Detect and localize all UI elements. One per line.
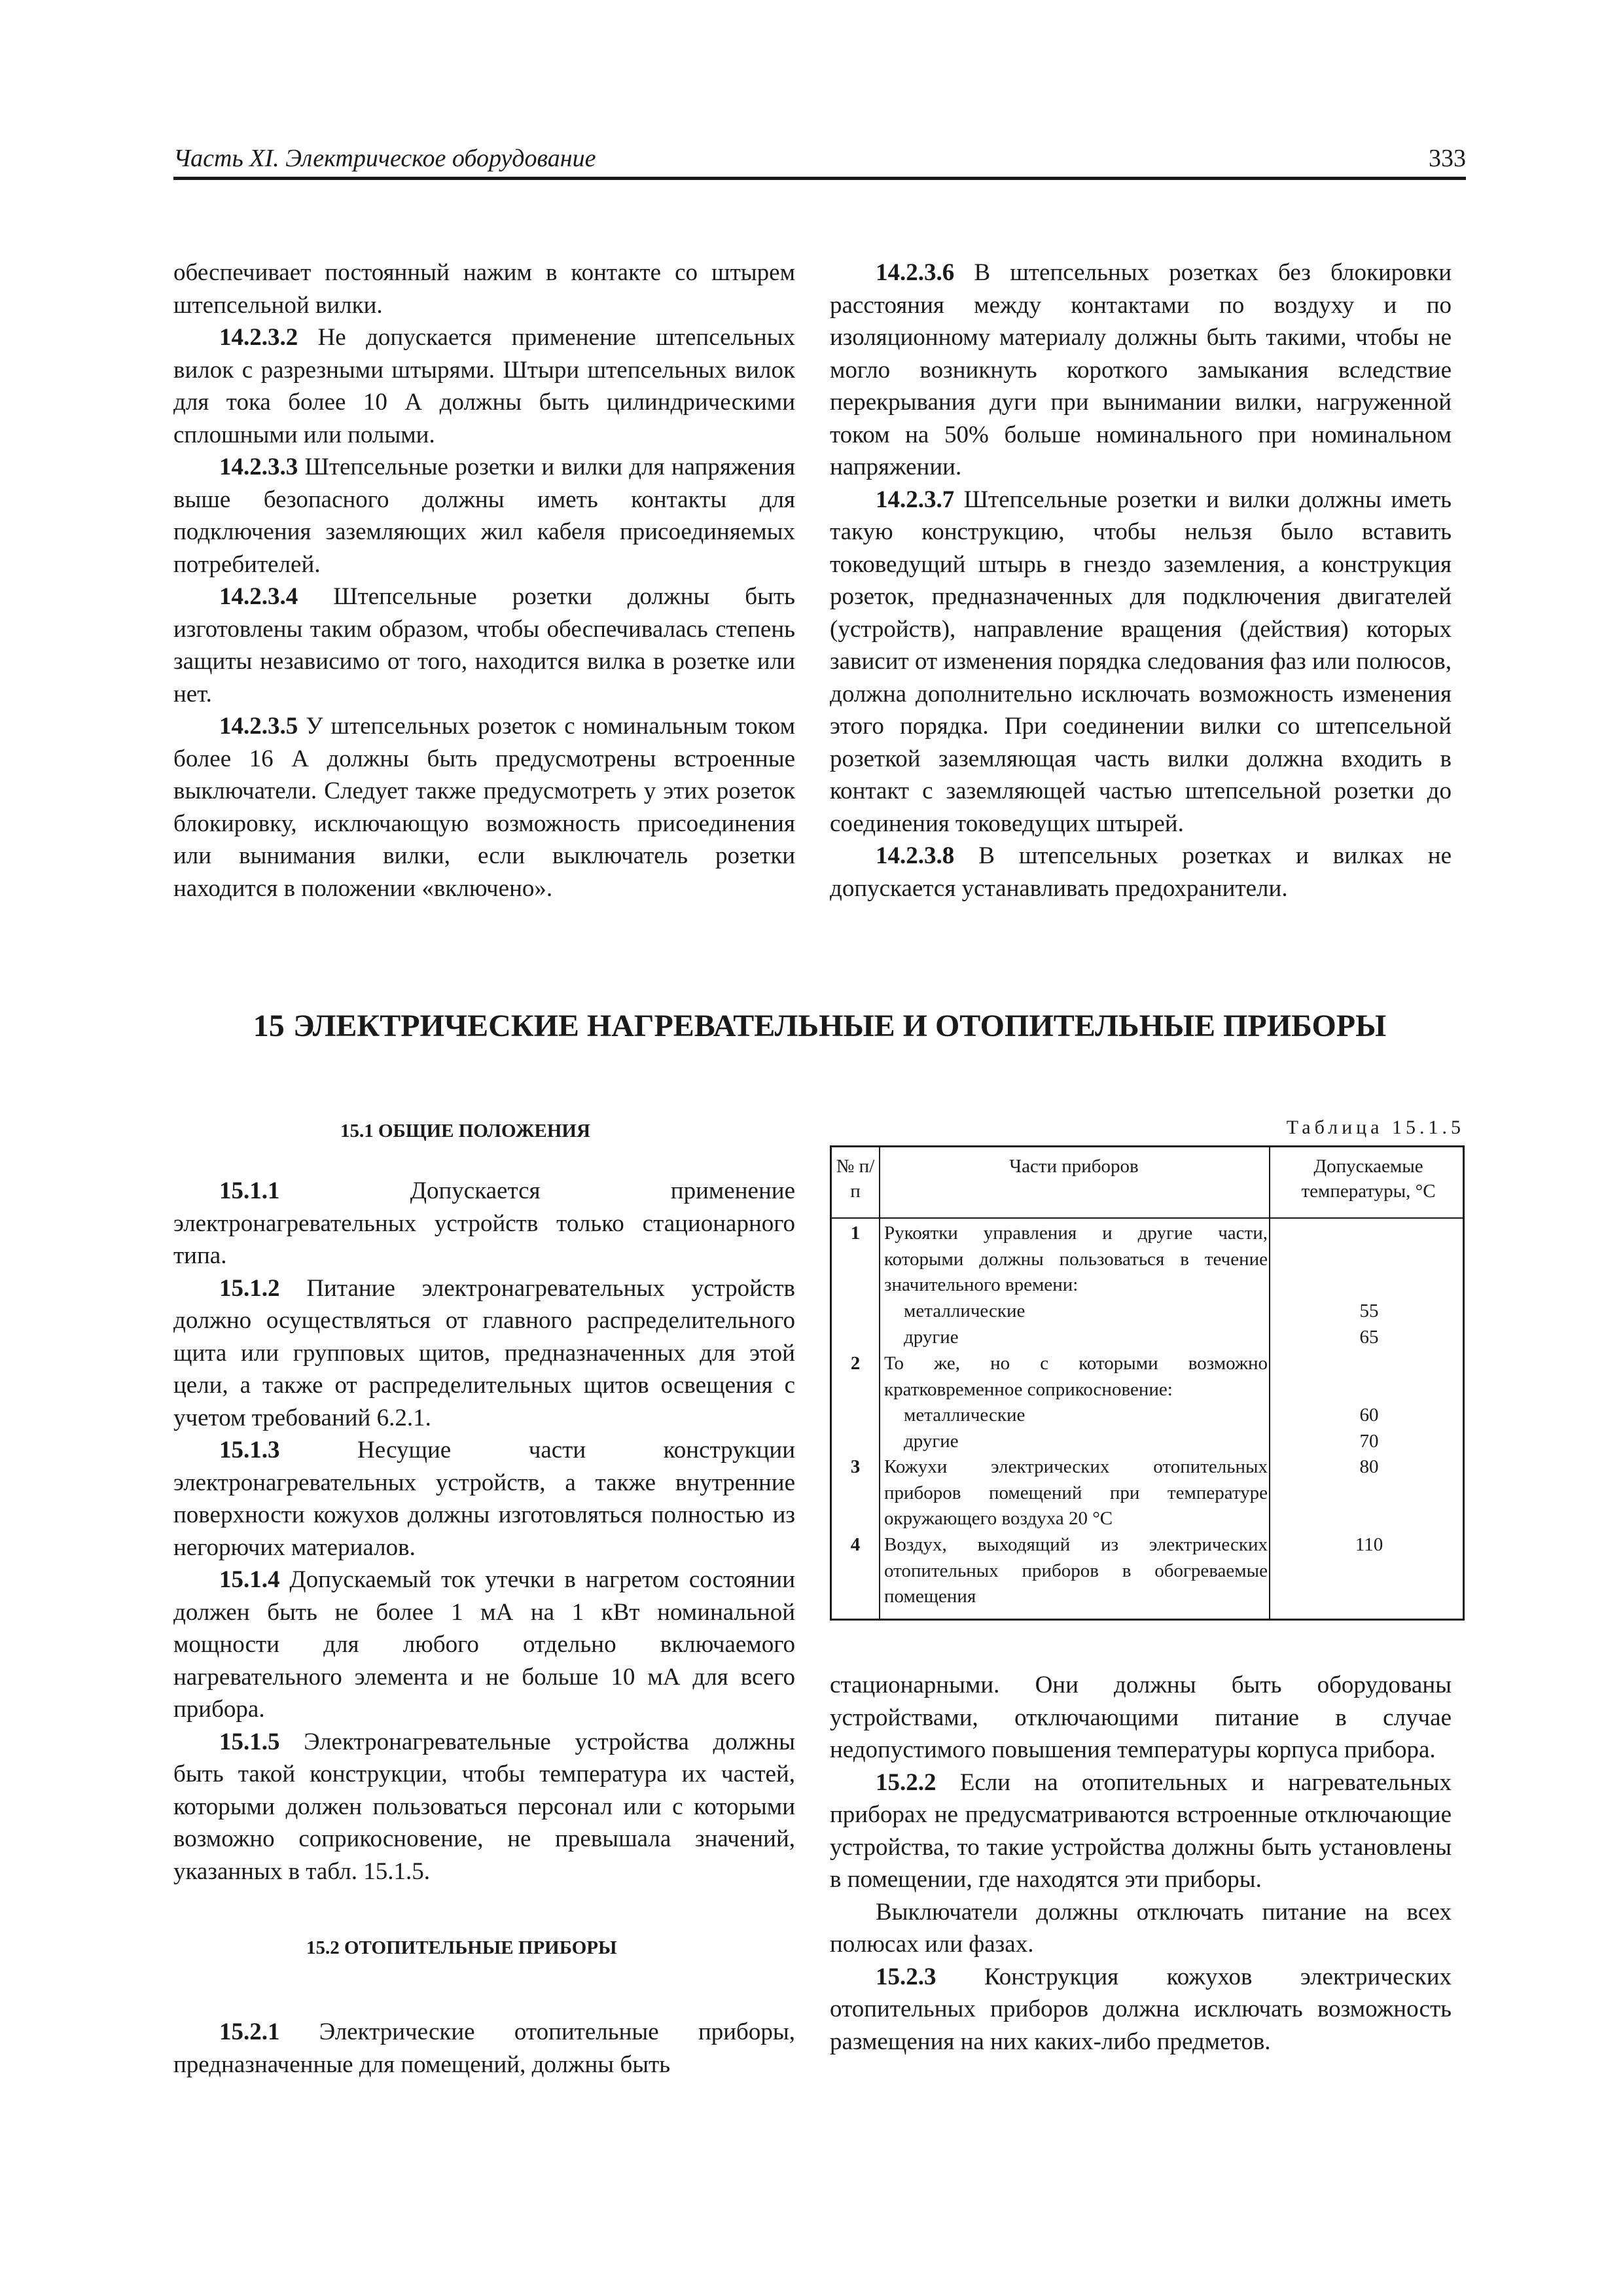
paragraph: стационарными. Они должны быть оборудованы устройствами, отключающими питание в случае недопустимого повышения температуры корпуса прибора. — [830, 1672, 1452, 1763]
paragraph: Выключатели должны отключать питание на всех полюсах или фазах. — [830, 1898, 1452, 1958]
clause-number: 14.2.3.5 — [219, 713, 298, 740]
table-row-num: 2 — [850, 1353, 861, 1374]
clause-number: 14.2.3.2 — [219, 324, 298, 351]
paragraph-14-2-3-8: 14.2.3.8 В штепсельных розетках и вилках не допускается устанавливать предохранители. — [830, 842, 1452, 902]
clause-number: 14.2.3.6 — [876, 259, 955, 286]
section-heading: ЭЛЕКТРИЧЕСКИЕ НАГРЕВАТЕЛЬНЫЕ И ОТОПИТЕЛЬНЫЕ ПРИБОРЫ — [293, 1009, 1387, 1043]
table-row-value: 110 — [1355, 1534, 1383, 1555]
section-title — [173, 1008, 1466, 1044]
page-number: 333 — [1429, 145, 1466, 172]
table-row-value: 65 — [1359, 1327, 1379, 1348]
paragraph-15-1-1: 15.1.1 Допускается применение электронагревательных устройств только стационарного типа. — [173, 1177, 795, 1269]
table-header-num: № п/п — [836, 1156, 875, 1202]
paragraph-14-2-3-3: 14.2.3.3 Штепсельные розетки и вилки для напряжения выше безопасного должны иметь контакты для подключения заземляющих жил кабеля присоединяемых потребителей. — [173, 454, 795, 578]
clause-number: 14.2.3.4 — [219, 583, 298, 610]
header-title: Часть XI. Электрическое оборудование — [173, 145, 596, 172]
subsection-title-15-1: 15.1 ОБЩИЕ ПОЛОЖЕНИЯ — [340, 1121, 590, 1141]
table-row-desc: Кожухи электрических отопительных приборов помещений при температуре окружающего воздуха 20 °С — [884, 1456, 1268, 1529]
column-bottom-left — [173, 2016, 795, 2081]
table-caption: Таблица 15.1.5 — [1286, 1117, 1465, 1138]
clause-number: 15.1.4 — [219, 1566, 280, 1593]
table-row-num: 3 — [850, 1456, 861, 1477]
table-row-sub: металлические — [904, 1300, 1026, 1321]
table-row-sub: металлические — [904, 1405, 1026, 1426]
clause-number: 14.2.3.3 — [219, 454, 298, 480]
clause-number: 15.2.3 — [876, 1963, 936, 1990]
table-row-desc: Воздух, выходящий из электрических отопительных приборов в обогреваемые помещения — [884, 1534, 1268, 1607]
table-header-temp: Допускаемые температуры, °С — [1301, 1156, 1436, 1202]
paragraph-15-2-1: 15.2.1 Электрические отопительные приборы, предназначенные для помещений, должны быть — [173, 2018, 795, 2078]
table-row-desc: То же, но с которыми возможно кратковременное соприкосновение: — [884, 1353, 1268, 1400]
column-mid-left — [173, 1175, 795, 1888]
column-top-right — [830, 257, 1452, 905]
clause-number: 15.2.2 — [876, 1768, 936, 1796]
table-row-value: 70 — [1359, 1431, 1379, 1452]
temperature-table — [830, 1145, 1465, 1621]
clause-number: 15.2.1 — [219, 2018, 280, 2045]
clause-number: 14.2.3.8 — [876, 842, 955, 869]
table-row-sub: другие — [904, 1431, 959, 1452]
table-header-parts: Части приборов — [1009, 1156, 1139, 1177]
table-row-sub: другие — [904, 1327, 959, 1348]
section-number: 15 — [253, 1009, 285, 1043]
column-bottom-right — [830, 1669, 1452, 2058]
page-header — [173, 139, 1466, 180]
paragraph-14-2-3-5: 14.2.3.5 У штепсельных розеток с номинальным током более 16 А должны быть предусмотрены встроенные выключатели. Следует также предусмотреть у этих розеток блокировку, исключающую возможность присоединения или вынимания вилки, если выключатель розетки находится в положении «включено». — [173, 713, 795, 902]
paragraph-14-2-3-2: 14.2.3.2 Не допускается применение штепсельных вилок с разрезными штырями. Штыри штепсельных вилок для тока более 10 А должны быть цилиндрическими сплошными или полыми. — [173, 324, 795, 448]
paragraph-15-1-3: 15.1.3 Несущие части конструкции электронагревательных устройств, а также внутренние поверхности кожухов должны изготовляться полностью из негорючих материалов. — [173, 1437, 795, 1561]
table-row-num: 4 — [850, 1534, 861, 1555]
paragraph-14-2-3-7: 14.2.3.7 Штепсельные розетки и вилки должны иметь такую конструкцию, чтобы нельзя было вставить токоведущий штырь в гнездо заземления, а конструкция розеток, предназначенных для подключения двигателей (устройств), направление вращения (действия) которых зависит от изменения порядка следования фаз или полюсов, должна дополнительно исключать возможность изменения этого порядка. При соединении вилки со штепсельной розеткой заземляющая часть вилки должна входить в контакт с заземляющей частью штепсельной розетки до соединения токоведущих штырей. — [830, 486, 1452, 837]
paragraph-15-1-4: 15.1.4 Допускаемый ток утечки в нагретом состоянии должен быть не более 1 мА на 1 кВт номинальной мощности для любого отдельно включаемого нагревательного элемента и не больше 10 мА для всего прибора. — [173, 1566, 795, 1723]
clause-number: 15.1.3 — [219, 1437, 280, 1463]
table-row-num: 1 — [850, 1223, 861, 1244]
paragraph: обеспечивает постоянный нажим в контакте со штырем штепсельной вилки. — [173, 259, 795, 319]
column-top-left — [173, 257, 795, 905]
paragraph-15-1-5: 15.1.5 Электронагревательные устройства должны быть такой конструкции, чтобы температура их частей, которыми должен пользоваться персонал или с которыми возможно соприкосновение, не превышала значений, указанных в табл. 15.1.5. — [173, 1728, 795, 1885]
clause-number: 14.2.3.7 — [876, 486, 955, 513]
table-row-value: 55 — [1359, 1300, 1379, 1321]
paragraph-15-1-2: 15.1.2 Питание электронагревательных устройств должно осуществляться от главного распределительного щита или групповых щитов, предназначенных для этой цели, а также от распределительных щитов освещения с учетом требований 6.2.1. — [173, 1274, 795, 1431]
table-row-value: 80 — [1359, 1456, 1379, 1477]
clause-number: 15.1.1 — [219, 1177, 280, 1204]
paragraph-15-2-2: 15.2.2 Если на отопительных и нагревательных приборах не предусматриваются встроенные отключающие устройства, то такие устройства должны быть установлены в помещении, где находятся эти приборы. — [830, 1768, 1452, 1893]
paragraph-14-2-3-4: 14.2.3.4 Штепсельные розетки должны быть изготовлены таким образом, чтобы обеспечивалась степень защиты независимо от того, находится вилка в розетке или нет. — [173, 583, 795, 708]
subsection-title-15-2: 15.2 ОТОПИТЕЛЬНЫЕ ПРИБОРЫ — [306, 1937, 617, 1958]
clause-number: 15.1.2 — [219, 1274, 280, 1302]
paragraph-14-2-3-6: 14.2.3.6 В штепсельных розетках без блокировки расстояния между контактами по воздуху и по изоляционному материалу должны быть такими, чтобы не могло возникнуть короткого замыкания вследствие перекрывания дуги при вынимании вилки, нагруженной током на 50% больше номинального при номинальном напряжении. — [830, 259, 1452, 480]
clause-number: 15.1.5 — [219, 1728, 280, 1755]
paragraph-15-2-3: 15.2.3 Конструкция кожухов электрических отопительных приборов должна исключать возможность размещения на них каких-либо предметов. — [830, 1963, 1452, 2055]
table-row-value: 60 — [1359, 1405, 1379, 1426]
table-header-divider — [832, 1217, 1463, 1219]
table-row-desc: Рукоятки управления и другие части, которыми должны пользоваться в течение значительного времени: — [884, 1223, 1268, 1295]
